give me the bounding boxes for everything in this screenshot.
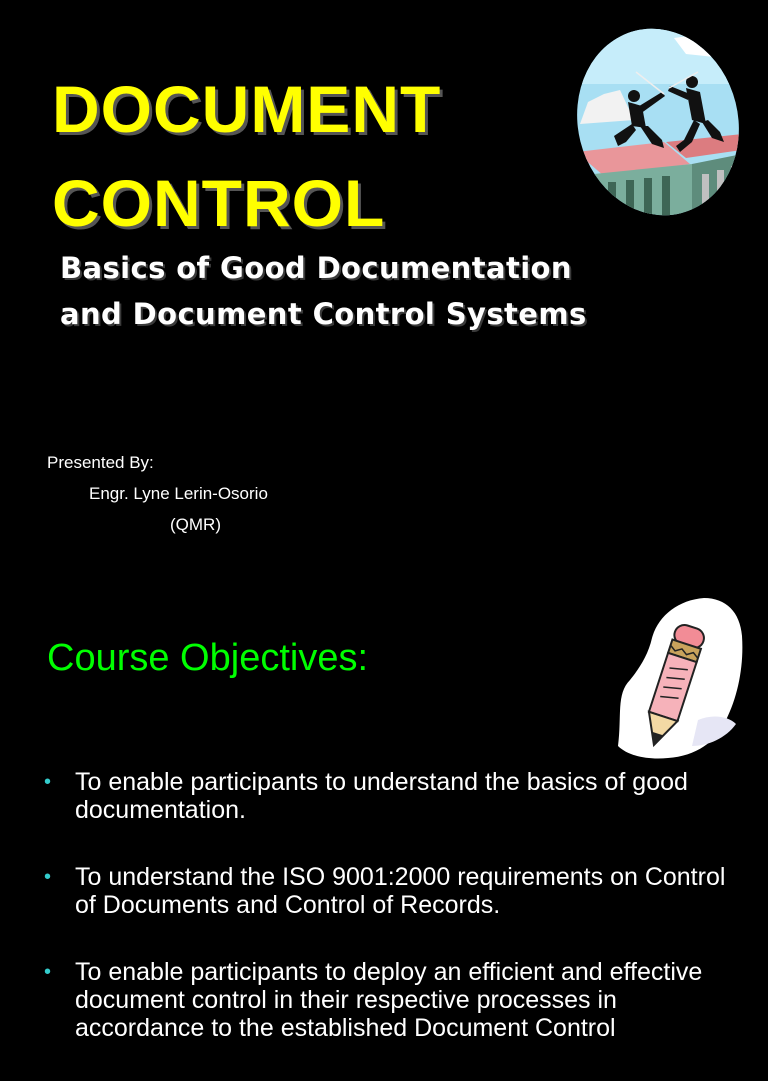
objective-item	[40, 768, 730, 824]
objective-text: To understand the ISO 9001:2000 requirements on Control of Documents and Control of Records.	[75, 863, 726, 919]
objective-item	[40, 958, 730, 1042]
fencers-clipart-icon	[574, 24, 742, 220]
title-slide	[0, 0, 768, 512]
slide-title	[52, 62, 441, 250]
slide-title-line-1: DOCUMENT	[52, 72, 442, 146]
bullet-icon: •	[44, 771, 52, 793]
presenter-name: Engr. Lyne Lerin-Osorio	[89, 484, 268, 503]
bullet-icon: •	[44, 866, 52, 888]
pencil-clipart-icon	[608, 596, 744, 762]
slide-subtitle-line-1: Basics of Good Documentation	[60, 251, 572, 285]
objectives-list	[40, 768, 730, 1081]
bullet-icon: •	[44, 961, 52, 983]
objective-item	[40, 863, 730, 919]
objective-text: To enable participants to understand the basics of good documentation.	[75, 768, 688, 824]
course-objectives-heading: Course Objectives:	[47, 637, 369, 679]
presenter-role: (QMR)	[170, 515, 221, 534]
objective-text: To enable participants to deploy an efficient and effective document control in their respective processes in accordance to the established Document Control	[75, 958, 703, 1042]
slide-subtitle	[60, 245, 587, 337]
slide-subtitle-line-2: and Document Control Systems	[60, 297, 587, 331]
slide-title-line-2: CONTROL	[52, 166, 386, 240]
presented-by-label: Presented By:	[47, 453, 154, 472]
